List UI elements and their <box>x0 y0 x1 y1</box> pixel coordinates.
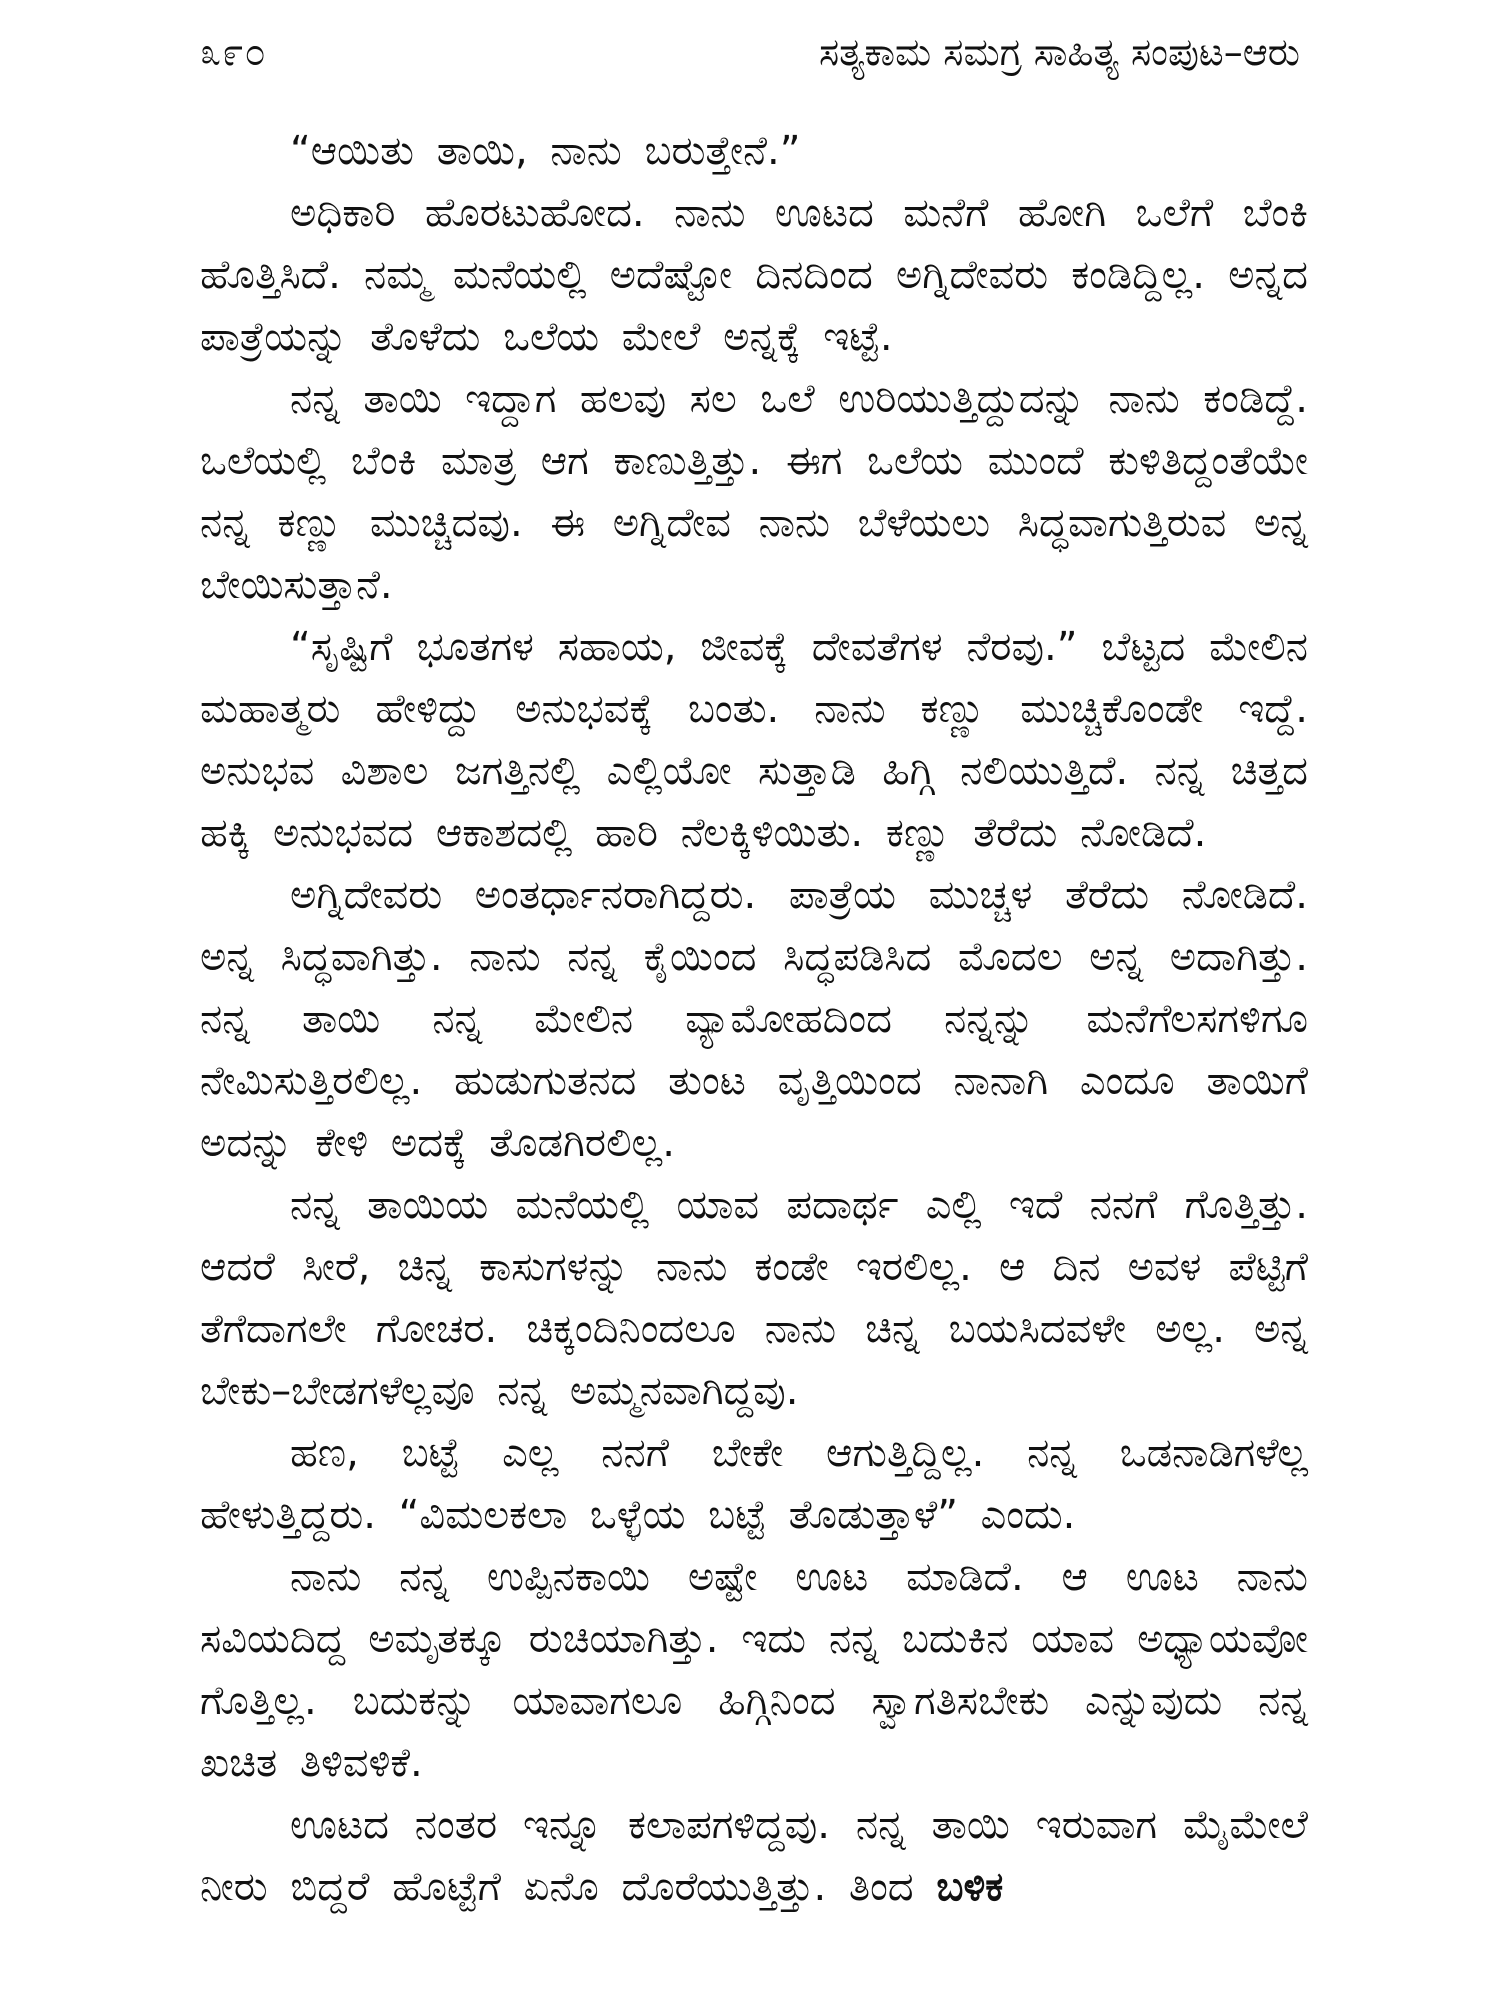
paragraph-bold-tail: ಬಳಿಕ <box>936 1864 1004 1910</box>
paragraph-text: “ಆಯಿತು ತಾಯಿ, ನಾನು ಬರುತ್ತೇನೆ.” <box>290 128 801 174</box>
paragraph-4 <box>200 616 1308 864</box>
running-title: ಸತ್ಯಕಾಮ ಸಮಗ್ರ ಸಾಹಿತ್ಯ ಸಂಪುಟ–ಆರು <box>818 30 1300 74</box>
paragraph-text: ನಾನು ನನ್ನ ಉಪ್ಪಿನಕಾಯಿ ಅಷ್ಟೇ ಊಟ ಮಾಡಿದೆ. ಆ ಊಟ ನಾನು ಸವಿಯದಿದ್ದ ಅಮೃತಕ್ಕೂ ರುಚಿಯಾಗಿತ್ತು. ಇದು ನನ್ನ ಬದುಕಿನ ಯಾವ ಅಧ್ಯಾಯವೋ ಗೊತ್ತಿಲ್ಲ. ಬದುಕನ್ನು ಯಾವಾಗಲೂ ಹಿಗ್ಗಿನಿಂದ ಸ್ವಾಗತಿಸಬೇಕು ಎನ್ನುವುದು ನನ್ನ ಖಚಿತ ತಿಳಿವಳಿಕೆ. <box>200 1554 1308 1786</box>
paragraph-1 <box>200 120 1308 182</box>
paragraph-text: ನನ್ನ ತಾಯಿ ಇದ್ದಾಗ ಹಲವು ಸಲ ಒಲೆ ಉರಿಯುತ್ತಿದ್ದುದನ್ನು ನಾನು ಕಂಡಿದ್ದೆ. ಒಲೆಯಲ್ಲಿ ಬೆಂಕಿ ಮಾತ್ರ ಆಗ ಕಾಣುತ್ತಿತ್ತು. ಈಗ ಒಲೆಯ ಮುಂದೆ ಕುಳಿತಿದ್ದಂತೆಯೇ ನನ್ನ ಕಣ್ಣು ಮುಚ್ಚಿದವು. ಈ ಅಗ್ನಿದೇವ ನಾನು ಬೆಳೆಯಲು ಸಿದ್ಧವಾಗುತ್ತಿರುವ ಅನ್ನ ಬೇಯಿಸುತ್ತಾನೆ. <box>200 376 1308 608</box>
paragraph-text: ಅಧಿಕಾರಿ ಹೊರಟುಹೋದ. ನಾನು ಊಟದ ಮನೆಗೆ ಹೋಗಿ ಒಲೆಗೆ ಬೆಂಕಿ ಹೊತ್ತಿಸಿದೆ. ನಮ್ಮ ಮನೆಯಲ್ಲಿ ಅದೆಷ್ಟೋ ದಿನದಿಂದ ಅಗ್ನಿದೇವರು ಕಂಡಿದ್ದಿಲ್ಲ. ಅನ್ನದ ಪಾತ್ರೆಯನ್ನು ತೊಳೆದು ಒಲೆಯ ಮೇಲೆ ಅನ್ನಕ್ಕೆ ಇಟ್ಟೆ. <box>200 190 1308 360</box>
paragraph-3 <box>200 368 1308 616</box>
paragraph-text: ಅಗ್ನಿದೇವರು ಅಂತರ್ಧಾನರಾಗಿದ್ದರು. ಪಾತ್ರೆಯ ಮುಚ್ಚಳ ತೆರೆದು ನೋಡಿದೆ. ಅನ್ನ ಸಿದ್ಧವಾಗಿತ್ತು. ನಾನು ನನ್ನ ಕೈಯಿಂದ ಸಿದ್ಧಪಡಿಸಿದ ಮೊದಲ ಅನ್ನ ಅದಾಗಿತ್ತು. ನನ್ನ ತಾಯಿ ನನ್ನ ಮೇಲಿನ ವ್ಯಾಮೋಹದಿಂದ ನನ್ನನ್ನು ಮನೆಗೆಲಸಗಳಿಗೂ ನೇಮಿಸುತ್ತಿರಲಿಲ್ಲ. ಹುಡುಗುತನದ ತುಂಟ ವೃತ್ತಿಯಿಂದ ನಾನಾಗಿ ಎಂದೂ ತಾಯಿಗೆ ಅದನ್ನು ಕೇಳಿ ಅದಕ್ಕೆ ತೊಡಗಿರಲಿಲ್ಲ. <box>200 872 1308 1166</box>
page-header <box>200 22 1300 82</box>
paragraph-9 <box>200 1794 1308 1918</box>
body-text <box>200 120 1308 1918</box>
paragraph-text: ಊಟದ ನಂತರ ಇನ್ನೂ ಕಲಾಪಗಳಿದ್ದವು. ನನ್ನ ತಾಯಿ ಇರುವಾಗ ಮೈಮೇಲೆ ನೀರು ಬಿದ್ದರೆ ಹೊಟ್ಟೆಗೆ ಏನೊ ದೊರೆಯುತ್ತಿತ್ತು. ತಿಂದ <box>200 1802 1308 1910</box>
paragraph-6 <box>200 1174 1308 1422</box>
paragraph-text: “ಸೃಷ್ಟಿಗೆ ಭೂತಗಳ ಸಹಾಯ, ಜೀವಕ್ಕೆ ದೇವತೆಗಳ ನೆರವು.” ಬೆಟ್ಟದ ಮೇಲಿನ ಮಹಾತ್ಮರು ಹೇಳಿದ್ದು ಅನುಭವಕ್ಕೆ ಬಂತು. ನಾನು ಕಣ್ಣು ಮುಚ್ಚಿಕೊಂಡೇ ಇದ್ದೆ. ಅನುಭವ ವಿಶಾಲ ಜಗತ್ತಿನಲ್ಲಿ ಎಲ್ಲಿಯೋ ಸುತ್ತಾಡಿ ಹಿಗ್ಗಿ ನಲಿಯುತ್ತಿದೆ. ನನ್ನ ಚಿತ್ತದ ಹಕ್ಕಿ ಅನುಭವದ ಆಕಾಶದಲ್ಲಿ ಹಾರಿ ನೆಲಕ್ಕಿಳಿಯಿತು. ಕಣ್ಣು ತೆರೆದು ನೋಡಿದೆ. <box>200 624 1308 856</box>
paragraph-5 <box>200 864 1308 1174</box>
paragraph-2 <box>200 182 1308 368</box>
paragraph-8 <box>200 1546 1308 1794</box>
paragraph-7 <box>200 1422 1308 1546</box>
paragraph-text: ನನ್ನ ತಾಯಿಯ ಮನೆಯಲ್ಲಿ ಯಾವ ಪದಾರ್ಥ ಎಲ್ಲಿ ಇದೆ ನನಗೆ ಗೊತ್ತಿತ್ತು. ಆದರೆ ಸೀರೆ, ಚಿನ್ನ ಕಾಸುಗಳನ್ನು ನಾನು ಕಂಡೇ ಇರಲಿಲ್ಲ. ಆ ದಿನ ಅವಳ ಪೆಟ್ಟಿಗೆ ತೆಗೆದಾಗಲೇ ಗೋಚರ. ಚಿಕ್ಕಂದಿನಿಂದಲೂ ನಾನು ಚಿನ್ನ ಬಯಸಿದವಳೇ ಅಲ್ಲ. ಅನ್ನ ಬೇಕು–ಬೇಡಗಳೆಲ್ಲವೂ ನನ್ನ ಅಮ್ಮನವಾಗಿದ್ದವು. <box>200 1182 1308 1414</box>
paragraph-text: ಹಣ, ಬಟ್ಟೆ ಎಲ್ಲ ನನಗೆ ಬೇಕೇ ಆಗುತ್ತಿದ್ದಿಲ್ಲ. ನನ್ನ ಒಡನಾಡಿಗಳೆಲ್ಲ ಹೇಳುತ್ತಿದ್ದರು. “ವಿಮಲಕಲಾ ಒಳ್ಳೆಯ ಬಟ್ಟೆ ತೊಡುತ್ತಾಳೆ” ಎಂದು. <box>200 1430 1308 1538</box>
page-number: ೩೯೦ <box>200 30 267 74</box>
